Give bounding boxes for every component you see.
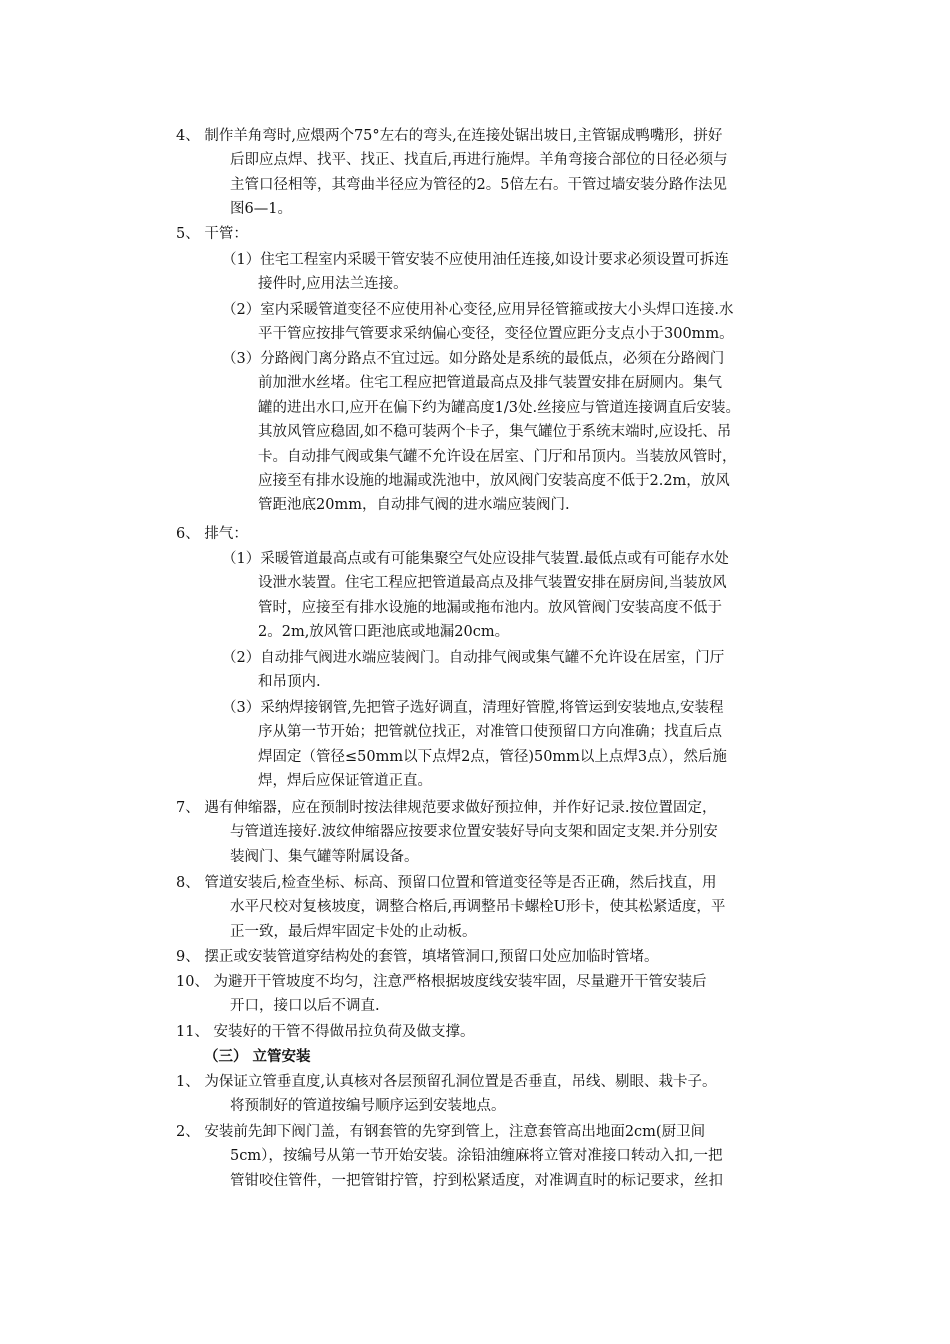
- text-line: 罐的进出水口,应开在偏下约为罐高度1/3处.丝接应与管道连接调直后安装。: [258, 399, 741, 416]
- item-8: [176, 871, 816, 944]
- item-11: [176, 1020, 816, 1044]
- text-line: 2。2m,放风管口距池底或地漏20cm。: [258, 624, 510, 641]
- text-line: 其放风管应稳固,如不稳可装两个卡子，集气罐位于系统末端时,应设托、吊: [258, 424, 732, 441]
- text-line: 卡。自动排气阀或集气罐不允许设在居室、门厅和吊顶内。当装放风管时，: [258, 448, 737, 465]
- text-line: 5cm），按编号从第一节开始安装。涂铅油缠麻将立管对准接口转动入扣,一把: [230, 1148, 723, 1165]
- section-heading: [176, 1045, 816, 1069]
- text-line: 与管道连接好.波纹伸缩器应按要求位置安装好导向支架和固定支架.并分别安: [230, 824, 718, 841]
- text-line: 水平尺校对复核坡度，调整合格后,再调整吊卡螺栓U形卡，使其松紧适度，平: [230, 899, 726, 916]
- text-line: 和吊顶内.: [258, 674, 321, 691]
- item-7: [176, 796, 816, 869]
- text-line: 管时，应接至有排水设施的地漏或拖布池内。放风管阀门安装高度不低于: [258, 599, 722, 616]
- text-line: 焊，焊后应保证管道正直。: [258, 773, 432, 790]
- item-6-heading: [176, 522, 816, 546]
- text-line: 序从第一节开始；把管就位找正，对准管口使预留口方向准确；找直后点: [258, 724, 722, 741]
- text-line: 将预制好的管道按编号顺序运到安装地点。: [230, 1098, 506, 1115]
- text-line: 图6—1。: [230, 201, 292, 218]
- text-line: 7、 遇有伸缩器，应在预制时按法律规范要求做好预拉伸，并作好记录.按位置固定，: [176, 800, 717, 816]
- text-line: 设泄水装置。住宅工程应把管道最高点及排气装置安排在厨房间,当装放风: [258, 575, 727, 592]
- text-line: 装阀门、集气罐等附属设备。: [230, 848, 419, 865]
- text-line: （3）分路阀门离分路点不宜过远。如分路处是系统的最低点，必须在分路阀门: [222, 351, 725, 367]
- text-line: 管距池底20mm，自动排气阀的进水端应装阀门.: [258, 497, 570, 514]
- item-6-3: [176, 696, 816, 794]
- text-line: 10、 为避开干管坡度不均匀，注意严格根据坡度线安装牢固，尽量避开干管安装后: [176, 974, 707, 990]
- text-line: 接件时,应用法兰连接。: [258, 276, 408, 293]
- text-line: 主管口径相等，其弯曲半径应为管径的2。5倍左右。干管过墙安装分路作法见: [230, 176, 727, 193]
- item-5-1: [176, 248, 816, 297]
- text-line: 6、 排气：: [176, 526, 248, 542]
- text-line: 8、 管道安装后,检查坐标、标高、预留口位置和管道变径等是否正确，然后找直，用: [176, 875, 717, 891]
- text-line: （2）室内采暖管道变径不应使用补心变径,应用异径管箍或按大小头焊口连接.水: [222, 302, 734, 318]
- text-line: 4、 制作羊角弯时,应煨两个75°左右的弯头,在连接处锯出坡日,主管锯成鸭嘴形，拼好: [176, 128, 723, 144]
- riser-item-2: [176, 1120, 816, 1193]
- text-line: （3）采纳焊接钢管,先把管子选好调直，清理好管膛,将管运到安装地点,安装程: [222, 700, 724, 716]
- text-line: 9、 摆正或安装管道穿结构处的套管，填堵管洞口,预留口处应加临时管堵。: [176, 949, 659, 965]
- text-line: 正一致，最后焊牢固定卡处的止动板。: [230, 923, 477, 940]
- text-line: （2）自动排气阀进水端应装阀门。自动排气阀或集气罐不允许设在居室，门厅: [222, 650, 725, 666]
- text-line: 后即应点焊、找平、找正、找直后,再进行施焊。羊角弯接合部位的日径必须与: [230, 152, 728, 169]
- item-5-2: [176, 298, 816, 347]
- text-line: 5、 干管：: [176, 226, 248, 242]
- text-line: 平干管应按排气管要求采纳偏心变径，变径位置应距分支点小于300mm。: [258, 326, 734, 343]
- item-6-2: [176, 646, 816, 695]
- section-title: （三） 立管安装: [204, 1048, 311, 1065]
- text-line: 1、 为保证立管垂直度,认真核对各层预留孔洞位置是否垂直，吊线、剔眼、栽卡子。: [176, 1074, 717, 1090]
- item-10: [176, 970, 816, 1019]
- item-6-1: [176, 547, 816, 645]
- item-9: [176, 945, 816, 969]
- text-line: 11、 安装好的干管不得做吊拉负荷及做支撑。: [176, 1024, 475, 1040]
- riser-item-1: [176, 1070, 816, 1119]
- text-line: 前加泄水丝堵。住宅工程应把管道最高点及排气装置安排在厨厕内。集气: [258, 375, 722, 392]
- text-line: 管钳咬住管件，一把管钳拧管，拧到松紧适度，对准调直时的标记要求，丝扣: [230, 1172, 723, 1189]
- text-line: 开口，接口以后不调直.: [230, 998, 380, 1015]
- text-line: 焊固定（管径≤50mm以下点焊2点，管径)50mm以上点焊3点），然后施: [258, 748, 727, 765]
- item-5-3: [176, 347, 816, 518]
- item-4: [176, 124, 816, 222]
- text-line: 2、 安装前先卸下阀门盖，有钢套管的先穿到管上，注意套管高出地面2cm(厨卫间: [176, 1124, 706, 1140]
- text-line: （1）住宅工程室内采暖干管安装不应使用油任连接,如设计要求必须设置可拆连: [222, 252, 729, 268]
- text-line: 应接至有排水设施的地漏或洗池中，放风阀门安装高度不低于2.2m，放风: [258, 472, 730, 489]
- text-line: （1）采暖管道最高点或有可能集聚空气处应设排气装置.最低点或有可能存水处: [222, 551, 729, 567]
- item-5-heading: [176, 222, 816, 246]
